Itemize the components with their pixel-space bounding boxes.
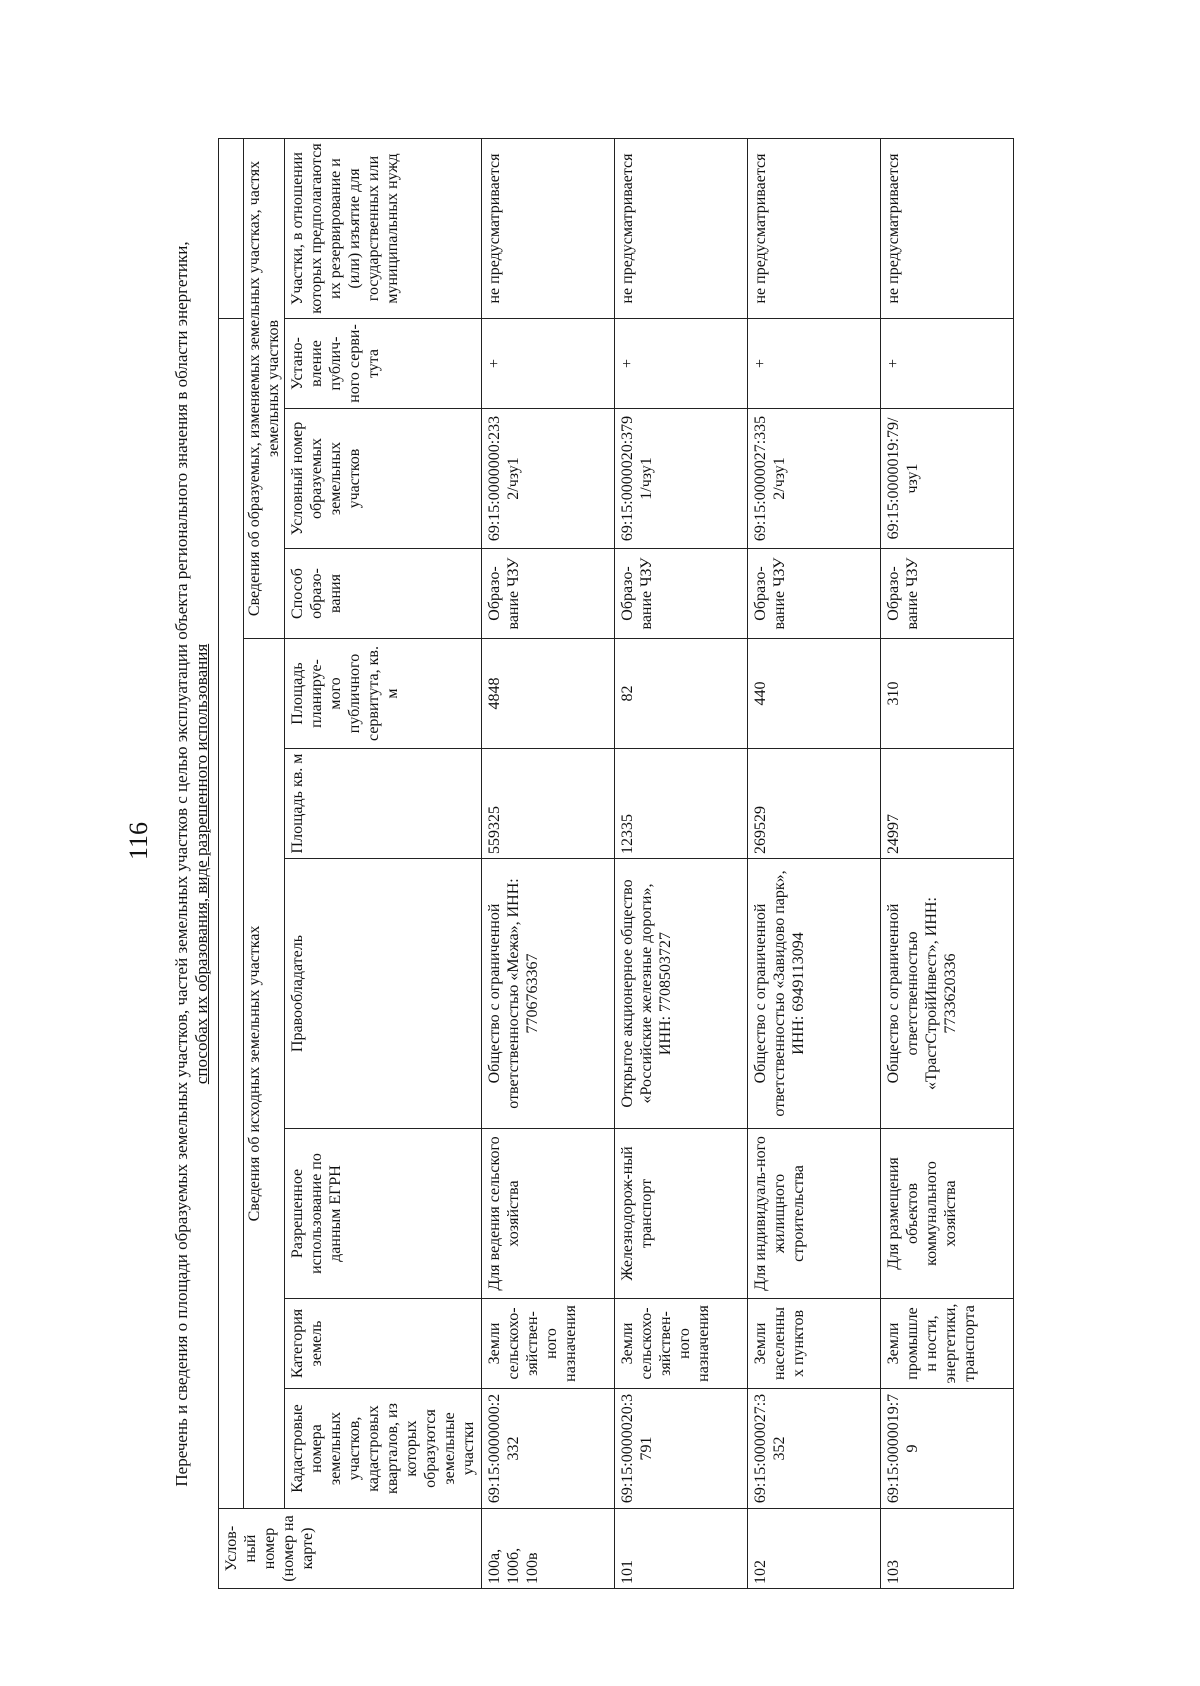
cell-permitted-use: Для размещения объектов коммунального хозяйства xyxy=(881,1129,1014,1299)
cell-reserved: не предусматривается xyxy=(881,139,1014,319)
land-plots-table xyxy=(218,138,1014,1589)
document-title-line-2: способах их образования, виде разрешенного использования xyxy=(192,643,211,1085)
cell-reserved: не предусматривается xyxy=(748,139,881,319)
header-permitted-use: Разрешенное использование по данным ЕГРН xyxy=(285,1129,482,1299)
document-title-line-1: Перечень и сведения о площади образуемых земельных участков, частей земельных участков с целью эксплуатации объекта регионального значения в области энергетики, xyxy=(172,241,191,1487)
cell-cadastral: 69:15:0000019:79 xyxy=(881,1389,1014,1509)
header-group-formed: Сведения об образуемых, изменяемых земельных участках, частях земельных участков xyxy=(244,139,285,639)
cell-reserved: не предусматривается xyxy=(615,139,748,319)
cell-area: 559325 xyxy=(482,749,615,859)
cell-category: Земли сельскохо-зяйствен-ного назначения xyxy=(482,1299,615,1389)
header-spacer xyxy=(219,319,244,1509)
table-row xyxy=(615,139,748,1589)
cell-permitted-use: Для ведения сельского хозяйства xyxy=(482,1129,615,1299)
header-cadastral: Кадастровые номера земельных участков, кадастровых кварталов, из которых образуются земельные участки xyxy=(285,1389,482,1509)
cell-owner: Открытое акционерное общество «Российские железные дороги», ИНН: 7708503727 xyxy=(615,859,748,1129)
table-row xyxy=(881,139,1014,1589)
document-title xyxy=(170,139,218,1589)
cell-reserved: не предусматривается xyxy=(482,139,615,319)
cell-num: 100а, 100б, 100в xyxy=(482,1509,615,1589)
header-area: Площадь кв. м xyxy=(285,749,482,859)
cell-owner: Общество с ограниченной ответственностью «ТрастСтройИнвест», ИНН: 7733620336 xyxy=(881,859,1014,1129)
cell-public-servitude: + xyxy=(748,319,881,409)
cell-permitted-use: Железнодорож-ный транспорт xyxy=(615,1129,748,1299)
cell-permitted-use: Для индивидуаль-ного жилищного строительства xyxy=(748,1129,881,1299)
cell-servitude-area: 82 xyxy=(615,639,748,749)
cell-servitude-area: 310 xyxy=(881,639,1014,749)
cell-area: 24997 xyxy=(881,749,1014,859)
header-owner: Правообладатель xyxy=(285,859,482,1129)
cell-num: 102 xyxy=(748,1509,881,1589)
cell-formed-number: 69:15:0000000:2332/чзу1 xyxy=(482,409,615,549)
cell-public-servitude: + xyxy=(482,319,615,409)
cell-method: Образо-вание ЧЗУ xyxy=(748,549,881,639)
cell-owner: Общество с ограниченной ответственностью «Завидово парк», ИНН: 6949113094 xyxy=(748,859,881,1129)
cell-method: Образо-вание ЧЗУ xyxy=(482,549,615,639)
cell-area: 12335 xyxy=(615,749,748,859)
header-spacer-right xyxy=(219,139,244,319)
cell-method: Образо-вание ЧЗУ xyxy=(615,549,748,639)
header-servitude-area: Площадь планируе-мого публичного сервитута, кв. м xyxy=(285,639,482,749)
cell-category: Земли промышлен ности, энергетики, транспорта xyxy=(881,1299,1014,1389)
cell-servitude-area: 4848 xyxy=(482,639,615,749)
cell-cadastral: 69:15:0000000:2332 xyxy=(482,1389,615,1509)
cell-formed-number: 69:15:0000027:3352/чзу1 xyxy=(748,409,881,549)
cell-num: 101 xyxy=(615,1509,748,1589)
header-public-servitude: Устано-вление публич-ного серви-тута xyxy=(285,319,482,409)
cell-num: 103 xyxy=(881,1509,1014,1589)
cell-cadastral: 69:15:0000027:3352 xyxy=(748,1389,881,1509)
table-row xyxy=(482,139,615,1589)
header-group-source: Сведения об исходных земельных участках xyxy=(244,639,285,1509)
cell-category: Земли населенных пунктов xyxy=(748,1299,881,1389)
cell-servitude-area: 440 xyxy=(748,639,881,749)
cell-formed-number: 69:15:0000019:79/чзу1 xyxy=(881,409,1014,549)
cell-public-servitude: + xyxy=(881,319,1014,409)
header-method: Способ образо-вания xyxy=(285,549,482,639)
cell-owner: Общество с ограниченной ответственностью «Межа», ИНН: 7706763367 xyxy=(482,859,615,1129)
cell-method: Образо-вание ЧЗУ xyxy=(881,549,1014,639)
cell-category: Земли сельскохо-зяйствен-ного назначения xyxy=(615,1299,748,1389)
table-row xyxy=(748,139,881,1589)
header-reserved: Участки, в отношении которых предполагаются их резервирование и (или) изъятие для государственных или муниципальных нужд xyxy=(285,139,482,319)
header-category: Категория земель xyxy=(285,1299,482,1389)
rotated-page-content xyxy=(170,139,1180,1589)
page-number: 116 xyxy=(124,821,153,860)
header-formed-number: Условный номер образуемых земельных участков xyxy=(285,409,482,549)
header-conditional-number: Услов-ный номер (номер на карте) xyxy=(219,1509,482,1589)
cell-formed-number: 69:15:0000020:3791/чзу1 xyxy=(615,409,748,549)
cell-public-servitude: + xyxy=(615,319,748,409)
cell-area: 269529 xyxy=(748,749,881,859)
cell-cadastral: 69:15:0000020:3791 xyxy=(615,1389,748,1509)
